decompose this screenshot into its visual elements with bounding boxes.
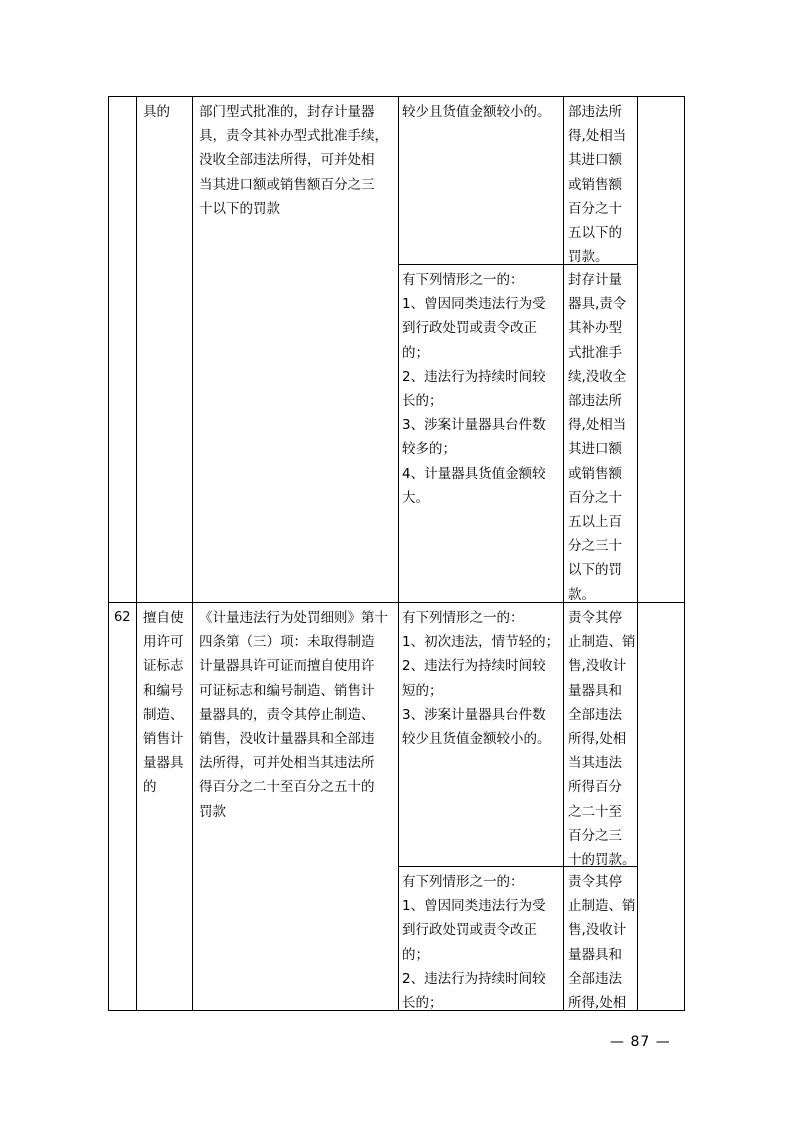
circumstance-cell: 较少且货值金额较小的。	[402, 104, 551, 120]
column-divider	[192, 97, 193, 1010]
circumstance-cell: 有下列情形之一的： 1、曾因同类违法行为受 到行政处罚或责令改正 的； 2、违法行为持续时间较 长的；	[402, 874, 546, 1012]
row-index: 62	[114, 610, 131, 625]
column-divider	[398, 97, 399, 1010]
penalty-cell: 封存计量 器具,责令 其补办型 式批准手 续,没收全 部违法所 得,处相当 其进口额 或销售额 百分之十 五以上百 分之三十 以下的罚 款。	[568, 272, 627, 603]
column-divider	[563, 97, 564, 1010]
penalty-cell: 责令其停 止制造、销 售,没收计 量器具和 全部违法 所得,处相	[568, 874, 636, 1012]
circumstance-cell: 有下列情形之一的： 1、曾因同类违法行为受 到行政处罚或责令改正 的； 2、违法行为持续时间较 长的； 3、涉案计量器具台件数 较多的； 4、计量器具货值金额较 大。	[402, 272, 546, 506]
circumstance-cell: 有下列情形之一的： 1、初次违法，情节轻的； 2、违法行为持续时间较 短的； 3、涉案计量器具台件数 较少且货值金额较小的。	[402, 610, 560, 748]
item-cell: 擅自使 用许可 证标志 和编号 制造、 销售计 量器具 的	[143, 610, 184, 796]
basis-cell: 《计量违法行为处罚细则》第十 四条第（三）项：未取得制造 计量器具许可证而擅自使用许 可证标志和编号制造、销售计 量器具的，责令其停止制造、 销售，没收计量器具和全部违 法所得，可并处相当其违法所 得百分之二十至百分之五十的 罚款	[199, 610, 388, 820]
penalty-cell: 责令其停 止制造、销 售,没收计 量器具和 全部违法 所得,处相 当其违法 所得百分 之二十至 百分之三 十的罚款。	[568, 610, 636, 869]
penalty-cell: 部违法所 得,处相当 其进口额 或销售额 百分之十 五以下的 罚款。	[568, 104, 627, 266]
basis-cell: 部门型式批准的，封存计量器 具，责令其补办型式批准手续， 没收全部违法所得，可并处相 当其进口额或销售额百分之三 十以下的罚款	[199, 104, 388, 217]
column-divider	[136, 97, 137, 1010]
item-cell: 具的	[143, 104, 170, 120]
page-number: — 87 —	[610, 1034, 671, 1050]
